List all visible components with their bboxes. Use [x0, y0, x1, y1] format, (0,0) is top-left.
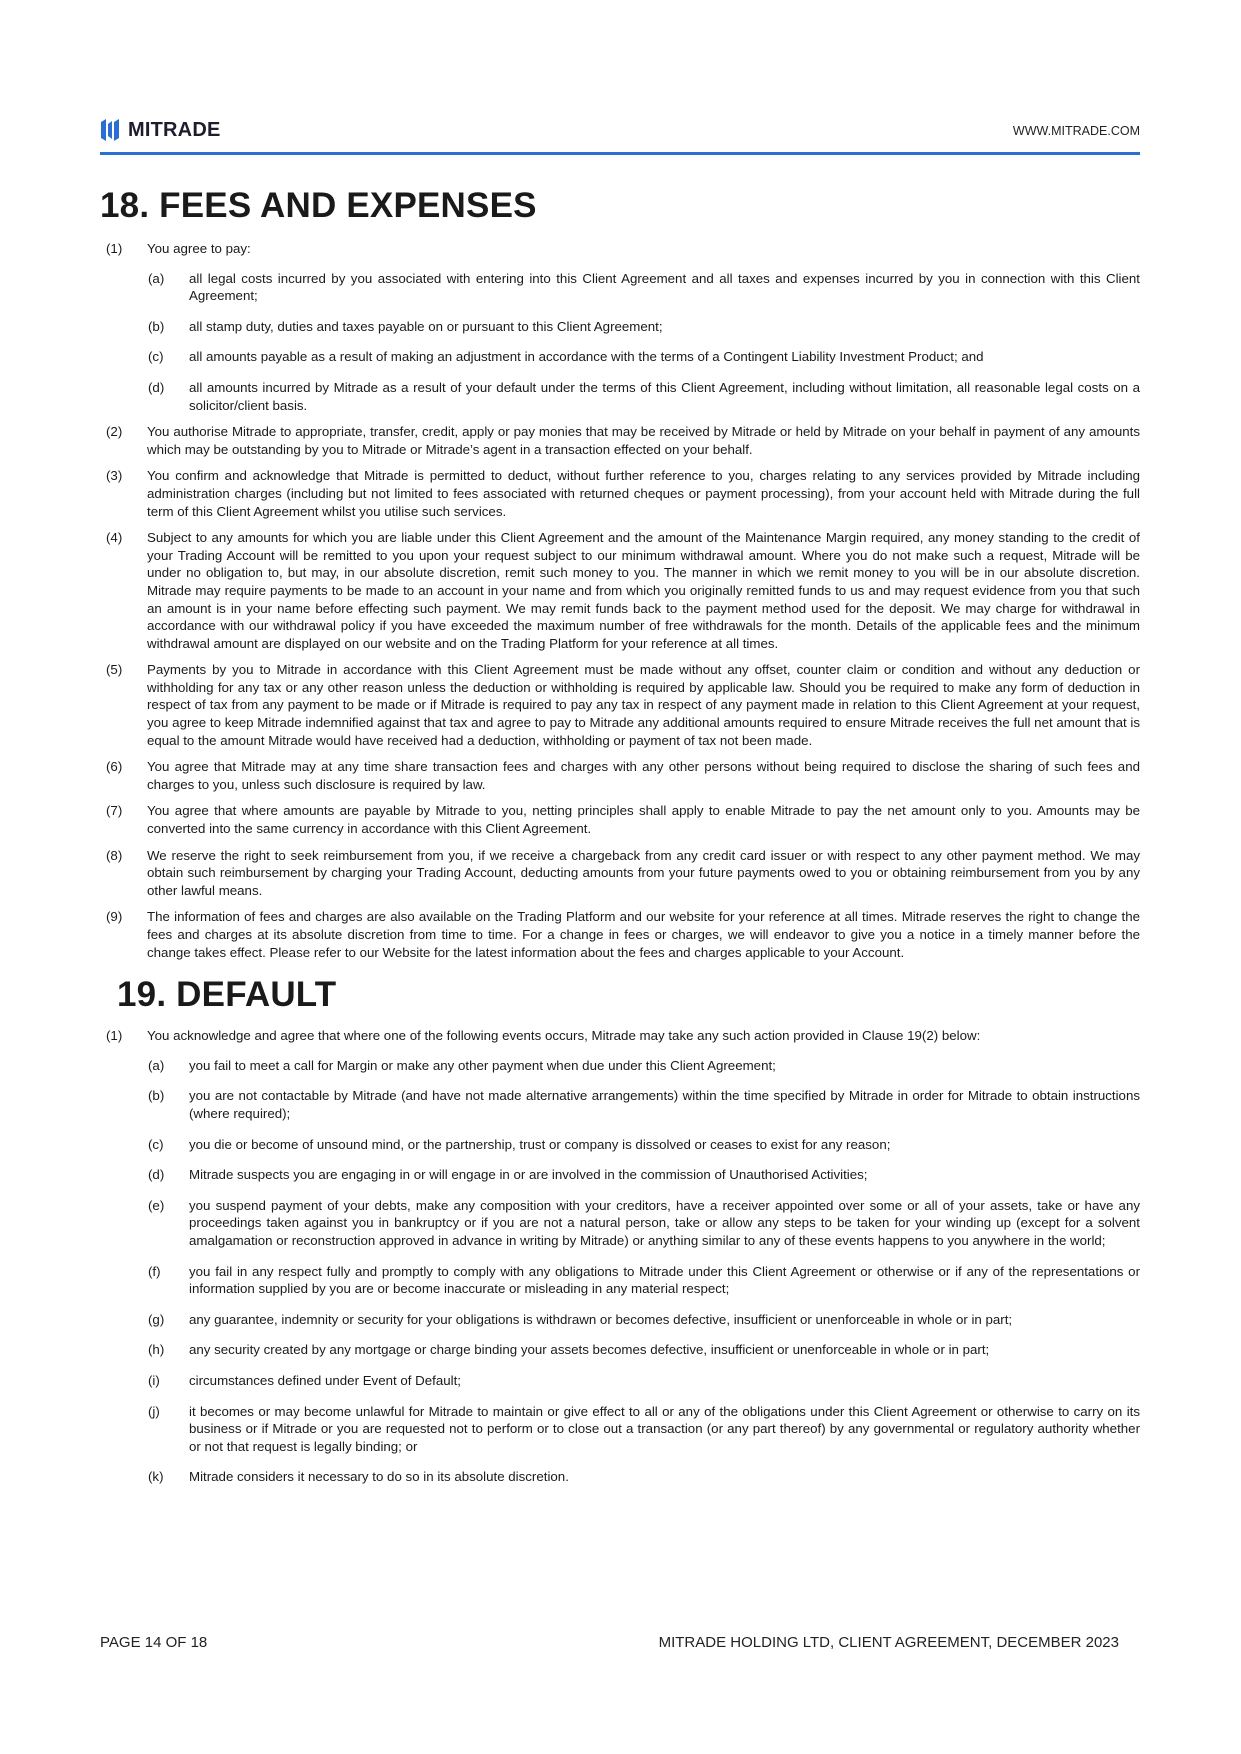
clause-number: (9): [106, 909, 123, 925]
clause-text: We reserve the right to seek reimbursement from you, if we receive a chargeback from any credit card issuer or with respect to any other payment method. We may obtain such reimbursement by charging your Trading Account, deducting amounts from your future payments owed to you or obtaining reimbursement from you by any other lawful means.: [147, 847, 1140, 898]
clause-19-1-i: [100, 1372, 1140, 1390]
clause-text: all stamp duty, duties and taxes payable on or pursuant to this Client Agreement;: [189, 318, 663, 334]
clause-18-1-c: [100, 348, 1140, 366]
clause-19-1-a: [100, 1057, 1140, 1075]
clause-number: (4): [106, 530, 123, 546]
clause-18-1: [100, 240, 1140, 258]
clause-19-1: [100, 1027, 1140, 1045]
clause-text: any guarantee, indemnity or security for your obligations is withdrawn or becomes defective, insufficient or unenforceable in whole or in part;: [189, 1311, 1013, 1327]
clause-18-3: [100, 467, 1140, 520]
clause-text: you fail in any respect fully and promptly to comply with any obligations to Mitrade under this Client Agreement or otherwise or if any of the representations or information supplied by you are or become inaccurate or misleading in any material respect;: [189, 1263, 1140, 1297]
clause-text: all legal costs incurred by you associated with entering into this Client Agreement and all taxes and expenses incurred by you in connection with this Client Agreement;: [189, 270, 1140, 304]
clause-18-5: [100, 661, 1140, 749]
clause-19-1-f: [100, 1263, 1140, 1298]
section-18-title: 18. FEES AND EXPENSES: [100, 186, 537, 225]
clause-number: (f): [148, 1263, 161, 1279]
clause-number: (b): [148, 1088, 165, 1104]
clause-number: (e): [148, 1197, 165, 1213]
clause-number: (b): [148, 318, 165, 334]
clause-18-8: [100, 847, 1140, 900]
clause-text: You acknowledge and agree that where one of the following events occurs, Mitrade may take any such action provided in Clause 19(2) below:: [147, 1028, 981, 1044]
clause-number: (c): [148, 1136, 164, 1152]
clause-number: (i): [148, 1372, 160, 1388]
clause-text: all amounts incurred by Mitrade as a result of your default under the terms of this Client Agreement, including without limitation, all reasonable legal costs on a solicitor/client basis.: [189, 379, 1140, 413]
clause-18-1-a: [100, 270, 1140, 305]
clause-number: (h): [148, 1342, 165, 1358]
clause-text: Mitrade suspects you are engaging in or will engage in or are involved in the commission of Unauthorised Activities;: [189, 1167, 868, 1183]
clause-text: You agree that Mitrade may at any time share transaction fees and charges with any other persons without being required to disclose the sharing of such fees and charges to you, unless such disclosure is required by law.: [147, 759, 1140, 792]
clause-text: You authorise Mitrade to appropriate, transfer, credit, apply or pay monies that may be received by Mitrade or held by Mitrade on your behalf in payment of any amounts which may be outstanding by you to Mitrade or Mitrade’s agent in a transaction effected on your behalf.: [147, 424, 1140, 457]
website-url[interactable]: WWW.MITRADE.COM: [1012, 124, 1140, 138]
clause-number: (5): [106, 662, 123, 678]
clause-number: (7): [106, 803, 123, 819]
clause-number: (6): [106, 759, 123, 775]
clause-text: You confirm and acknowledge that Mitrade is permitted to deduct, without further reference to you, charges relating to any services provided by Mitrade including administration charges (including but not limited to fees associated with returned cheques or payment processing), from your account held with Mitrade during the full term of this Client Agreement whilst you utilise such services.: [147, 468, 1140, 519]
clause-19-1-k: [100, 1468, 1140, 1486]
clause-text: you are not contactable by Mitrade (and have not made alternative arrangements) within the time specified by Mitrade in order for Mitrade to obtain instructions (where required);: [189, 1088, 1140, 1121]
header-rule: [100, 152, 1140, 155]
clause-19-1-c: [100, 1136, 1140, 1154]
clause-19-1-b: [100, 1087, 1140, 1122]
clause-text: You agree to pay:: [147, 241, 251, 256]
clause-number: (d): [148, 1167, 165, 1183]
clause-text: you fail to meet a call for Margin or make any other payment when due under this Client Agreement;: [189, 1057, 776, 1073]
page-number: PAGE 14 OF 18: [100, 1634, 208, 1651]
clause-number: (j): [148, 1403, 160, 1419]
page-content: [100, 186, 1140, 1499]
clause-number: (d): [148, 379, 165, 395]
section-19-title: 19. DEFAULT: [117, 975, 337, 1015]
page-header: [100, 112, 1140, 156]
clause-number: (a): [148, 270, 165, 286]
clause-text: You agree that where amounts are payable by Mitrade to you, netting principles shall apply to enable Mitrade to pay the net amount only to you. Amounts may be converted into the same currency in accordance with this Client Agreement.: [147, 803, 1140, 837]
clause-text: circumstances defined under Event of Default;: [189, 1372, 461, 1388]
clause-text: Mitrade considers it necessary to do so in its absolute discretion.: [189, 1469, 569, 1485]
clause-18-2: [100, 423, 1140, 458]
clause-number: (2): [106, 424, 123, 440]
clause-text: all amounts payable as a result of making an adjustment in accordance with the terms of a Contingent Liability Investment Product; and: [189, 349, 984, 365]
clause-19-1-g: [100, 1311, 1140, 1329]
clause-number: (k): [148, 1469, 164, 1485]
clause-number: (g): [148, 1311, 165, 1327]
clause-number: (1): [106, 241, 123, 256]
clause-text: Payments by you to Mitrade in accordance with this Client Agreement must be made without any offset, counter claim or condition and without any deduction or withholding for any tax or any other reason unless the deduction or withholding is required by applicable law. Should you be required to make any form of deduction in respect of tax from any payment to be made or if Mitrade is required to pay any tax in respect of any payment made in relation to this Client Agreement at your request, you agree to keep Mitrade indemnified against that tax and agree to pay to Mitrade any additional amounts required to ensure Mitrade receives the full net amount that is equal to the amount Mitrade would have received had a deduction, withholding or payment of tax not been made.: [147, 662, 1140, 748]
clause-19-1-h: [100, 1341, 1140, 1359]
clause-18-4: [100, 529, 1140, 652]
clause-18-6: [100, 758, 1140, 793]
clause-text: Subject to any amounts for which you are liable under this Client Agreement and the amount of the Maintenance Margin required, any money standing to the credit of your Trading Account will be remitted to you upon your request subject to our minimum withdrawal amount. Where you do not make such a request, Mitrade will be under no obligation to, but may, in our absolute discretion, remit such money to you. The manner in which we remit money to you will be in our absolute discretion. Mitrade may require payments to be made to an account in your name and from which you originally remitted funds to us and may request evidence from you that such an amount is in your name before effecting such payment. We may remit funds back to the payment method used for the deposit. We may charge for withdrawal in accordance with our withdrawal policy if you have exceeded the maximum number of free withdrawals for the month. Details of the applicable fees and the minimum withdrawal amount are displayed on our website and on the Trading Platform for your reference at all times.: [147, 530, 1140, 651]
clause-19-1-j: [100, 1403, 1140, 1456]
clause-number: (a): [148, 1057, 165, 1073]
clause-number: (3): [106, 468, 123, 484]
clause-18-1-d: [100, 379, 1140, 414]
mitrade-logo: [100, 118, 221, 142]
clause-text: The information of fees and charges are also available on the Trading Platform and our website for your reference at all times. Mitrade reserves the right to change the fees and charges at its absolute discretion from time to time. For a change in fees or charges, we will endeavor to give you a notice in a timely manner before the change takes effect. Please refer to our Website for the latest information about the fees and charges applicable to your Account.: [147, 909, 1140, 960]
clause-text: you suspend payment of your debts, make any composition with your creditors, have a receiver appointed over some or all of your assets, take or have any proceedings taken against you in bankruptcy or if you are not a natural person, take or allow any steps to be taken for your winding up (except for a solvent amalgamation or reconstruction approved in advance in writing by Mitrade) or anything similar to any of these events happens to you anywhere in the world;: [189, 1197, 1140, 1248]
clause-text: any security created by any mortgage or charge binding your assets becomes defective, insufficient or unenforceable in whole or in part;: [189, 1342, 990, 1358]
clause-19-1-e: [100, 1197, 1140, 1250]
clause-text: you die or become of unsound mind, or the partnership, trust or company is dissolved or ceases to exist for any reason;: [189, 1136, 891, 1152]
clause-number: (8): [106, 847, 123, 863]
clause-18-1-b: [100, 318, 1140, 336]
clause-number: (1): [106, 1028, 123, 1044]
clause-text: it becomes or may become unlawful for Mitrade to maintain or give effect to all or any of the obligations under this Client Agreement or otherwise to carry on its business or if Mitrade or you are requested not to perform or to close out a transaction (or any part thereof) by any governmental or regulatory authority whether or not that request is legally binding; or: [189, 1403, 1140, 1454]
document-title-footer: MITRADE HOLDING LTD, CLIENT AGREEMENT, DECEMBER 2023: [658, 1634, 1119, 1651]
clause-18-9: [100, 908, 1140, 961]
mitrade-logo-icon: [100, 118, 122, 142]
clause-18-7: [100, 802, 1140, 837]
logo-text: MITRADE: [128, 118, 221, 141]
clause-number: (c): [148, 349, 164, 365]
clause-19-1-d: [100, 1166, 1140, 1184]
